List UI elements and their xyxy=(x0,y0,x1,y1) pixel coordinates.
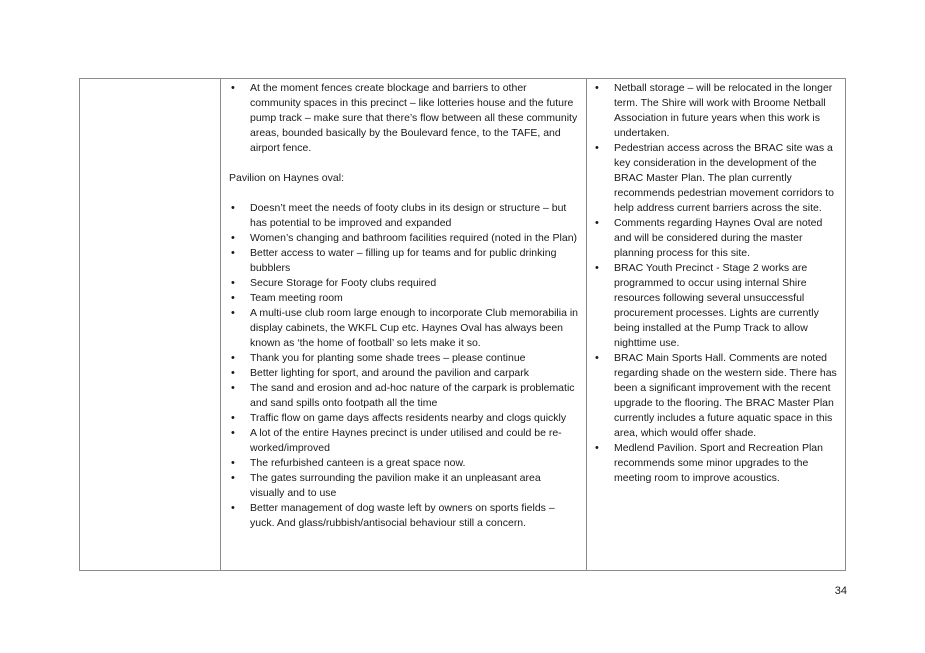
list-item: • Medlend Pavilion. Sport and Recreation Plan recommends some minor upgrades to the meeting room to improve acoustics. xyxy=(593,441,837,486)
list-item: • At the moment fences create blockage and barriers to other community spaces in this precinct – like lotteries house and the future pump track – make sure that there’s flow between all these community areas, bounded basically by the Boulevard fence, to the TAFE, and airport fence. xyxy=(229,81,578,156)
topic-column xyxy=(80,79,221,570)
list-item: • Traffic flow on game days affects residents nearby and clogs quickly xyxy=(229,411,578,426)
list-item: • A multi-use club room large enough to incorporate Club memorabilia in display cabinets, the WKFL Cup etc. Haynes Oval has always been known as ‘the home of football’ so lets make it so. xyxy=(229,306,578,351)
list-item: • The gates surrounding the pavilion make it an unpleasant area visually and to use xyxy=(229,471,578,501)
list-item: • Secure Storage for Footy clubs required xyxy=(229,276,578,291)
list-item: • The sand and erosion and ad-hoc nature of the carpark is problematic and sand spills onto footpath all the time xyxy=(229,381,578,411)
list-item: • Thank you for planting some shade trees – please continue xyxy=(229,351,578,366)
list-item: • The refurbished canteen is a great space now. xyxy=(229,456,578,471)
response-list xyxy=(593,81,837,486)
list-item: • Comments regarding Haynes Oval are noted and will be considered during the master planning process for this site. xyxy=(593,216,837,261)
list-item: • Better lighting for sport, and around the pavilion and carpark xyxy=(229,366,578,381)
section-heading: Pavilion on Haynes oval: xyxy=(229,172,344,184)
page-number: 34 xyxy=(834,585,847,597)
list-item: • Women’s changing and bathroom facilities required (noted in the Plan) xyxy=(229,231,578,246)
intro-list xyxy=(229,81,578,156)
consultation-table xyxy=(79,78,846,571)
shire-response-column xyxy=(587,79,845,570)
community-feedback-column xyxy=(221,79,587,570)
list-item: • Doesn’t meet the needs of footy clubs in its design or structure – but has potential to be improved and expanded xyxy=(229,201,578,231)
list-item: • A lot of the entire Haynes precinct is under utilised and could be re-worked/improved xyxy=(229,426,578,456)
list-item: • Team meeting room xyxy=(229,291,578,306)
list-item: • Better management of dog waste left by owners on sports fields – yuck. And glass/rubbish/antisocial behaviour still a concern. xyxy=(229,501,578,531)
list-item: • Pedestrian access across the BRAC site was a key consideration in the development of the BRAC Master Plan. The plan currently recommends pedestrian movement corridors to help address current barriers across the site. xyxy=(593,141,837,216)
list-item: • Better access to water – filling up for teams and for public drinking bubblers xyxy=(229,246,578,276)
list-item: • BRAC Youth Precinct - Stage 2 works are programmed to occur using internal Shire resources following several unsuccessful procurement processes. Lights are currently being installed at the Pump Track to allow nighttime use. xyxy=(593,261,837,351)
list-item: • BRAC Main Sports Hall. Comments are noted regarding shade on the western side. There has been a significant improvement with the recent upgrade to the flooring. The BRAC Master Plan currently includes a future aquatic space in this area, which would offer shade. xyxy=(593,351,837,441)
list-item: • Netball storage – will be relocated in the longer term. The Shire will work with Broome Netball Association in future years when this work is undertaken. xyxy=(593,81,837,141)
pavilion-feedback-list xyxy=(229,201,578,531)
